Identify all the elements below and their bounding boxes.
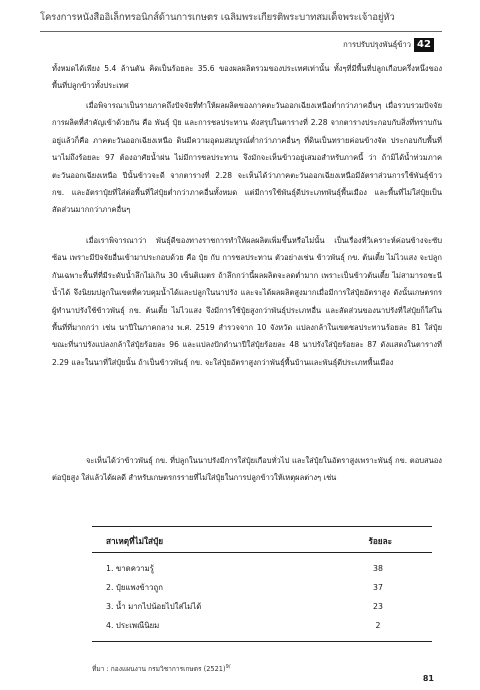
row-reason: 3. น้ำ มากไปน้อยไปใส่ไม่ได้ (106, 601, 202, 611)
table-row (92, 597, 432, 616)
row-percent: 37 (373, 583, 383, 592)
row-percent: 23 (373, 602, 383, 611)
paragraph-2: เมื่อพิจารณาเป็นรายภาคถึงปัจจัยที่ทำให้ผลผลิตของภาคตะวันออกเฉียงเหนือต่ำกว่าภาคอื่นๆ เมื่อรวบรวมปัจจัยการผลิตที่สำคัญเข้าด้วยกัน คือ พันธุ์ ปุ๋ย และการชลประทาน ดังสรุปในตารางที่ 2.28 จากตารางประกอบกับสิ่งที่ทราบกันอยู่แล้วก็คือ ภาคตะวันออกเฉียงเหนือ ดินมีความอุดมสมบูรณ์ต่ำกว่าภาคอื่นๆ ที่ดินเป็นทรายค่อนข้างจัด ประกอบกับพื้นที่นาไม่ถึงร้อยละ 97 ต้องอาศัยน้ำฝน ไม่มีการชลประทาน จึงมักจะเห็นข้าวอยู่เสมอสำหรับภาคนี้ ว่า ถ้ามิได้น้ำท่วมภาคตะวันออกเฉียงเหนือ ปีนั้นข้าวจะดี จากตารางที่ 2.28 จะเห็นได้ว่าภาคตะวันออกเฉียงเหนือมีอัตราส่วนการใช้พันธุ์ข้าว กข. และอัตราปุ๋ยที่ใส่ต่อพื้นที่ใส่ปุ๋ยต่ำกว่าภาคอื่นทั้งหมด แต่มีการใช้พันธุ์ดีประเภทพันธุ์พื้นเมือง และพื้นที่ไม่ใส่ปุ๋ยเป็นสัดส่วนมากกว่าภาคอื่นๆ (52, 101, 442, 215)
source-text: ที่มา : กองแผนงาน กรมวิชาการเกษตร (2521) (92, 665, 226, 673)
row-reason: 4. ประเพณีนิยม (106, 620, 160, 630)
chapter-title: การปรับปรุงพันธุ์ข้าว (343, 40, 411, 49)
table-body (92, 553, 432, 641)
series-header: โครงการหนังสืออิเล็กทรอนิกส์ด้านการเกษตร เฉลิมพระเกียรติพระบาทสมเด็จพระเจ้าอยู่หัว (40, 12, 395, 23)
reasons-table (92, 526, 432, 642)
table-row (92, 559, 432, 578)
row-percent: 2 (375, 621, 381, 630)
table-header (92, 527, 432, 553)
header-reason: สาเหตุที่ไม่ใส่ปุ๋ย (106, 536, 164, 546)
header-percent: ร้อยละ (368, 536, 392, 546)
page-number: 81 (422, 674, 434, 683)
row-reason: 2. ปุ๋ยแพงข้าวถูก (106, 582, 163, 592)
chapter-header (343, 38, 434, 52)
paragraph-4: จะเห็นได้ว่าข้าวพันธุ์ กข. ที่ปลูกในนาปรังมีการใส่ปุ๋ยเกือบทั่วไป และใส่ปุ๋ยในอัตราสูงเพราะพันธุ์ กข. ตอบสนองต่อปุ๋ยสูง ใส่แล้วได้ผลดี สำหรับเกษตรกรรายที่ไม่ใส่ปุ๋ยในการปลูกข้าวให้เหตุผลต่างๆ เช่น (52, 456, 442, 483)
paragraph-3: เมื่อเราพิจารณาว่า พันธุ์ดีของทางราชการทำให้ผลผลิตเพิ่มขึ้นหรือไม่นั้น เป็นเรื่องที่วิเคราะห์ค่อนข้างจะซับซ้อน เพราะมีปัจจัยอื่นเข้ามาประกอบด้วย คือ ปุ๋ย กับ การชลประทาน ตัวอย่างเช่น ข้าวพันธุ์ กข. ต้นเตี้ย ไม่ไวแสง จะปลูกกันเฉพาะพื้นที่ที่มีระดับน้ำลึกไม่เกิน 30 เซ็นติเมตร ถ้าลึกกว่านี้ผลผลิตจะลดต่ำมาก เพราะเป็นข้าวต้นเตี้ย ไม่สามารถชะนีน้ำได้ จึงนิยมปลูกในเขตที่ควบคุมน้ำได้และปลูกในนาปรัง และจะได้ผลผลิตสูงมากเมื่อมีการใส่ปุ๋ยอัตราสูง ดังนั้นเกษตรกรผู้ทำนาปรังใช้ข้าวพันธุ์ กข. ต้นเตี้ย ไม่ไวแสง จึงมีการใช้ปุ๋ยสูงกว่าพันธุ์ประเภทอื่น และสัดส่วนของนาปรังที่ใส่ปุ๋ยก็ใส่ในพื้นที่ที่มากกว่า เช่น นาปีในภาคกลาง พ.ศ. 2519 สำรวจจาก 10 จังหวัด แปลงกล้าในเขตชลประทานร้อยละ 81 ใส่ปุ๋ย ขณะที่นาปรังแปลงกล้าใส่ปุ๋ยร้อยละ 96 และแปลงปักดำนาปีใส่ปุ๋ยร้อยละ 48 นาปรังใส่ปุ๋ยร้อยละ 87 ดังแสดงในตารางที่ 2.29 และในนาที่ใส่ปุ๋ยนั้น ถ้าเป็นข้าวพันธุ์ กข. จะใส่ปุ๋ยอัตราสูงกว่าพันธุ์พื้นบ้านและพันธุ์ดีประเภทพื้นเมือง (52, 236, 442, 367)
chapter-number-badge: 42 (414, 38, 434, 52)
source-ref: 9/ (225, 663, 231, 670)
table-row (92, 578, 432, 597)
table-source (92, 663, 230, 674)
row-reason: 1. ขาดความรู้ (106, 563, 154, 573)
table-row (92, 616, 432, 635)
row-percent: 38 (373, 564, 383, 573)
header-divider (40, 31, 442, 32)
paragraph-1: ทั้งหมดได้เพียง 5.4 ล้านตัน คิดเป็นร้อยละ 35.6 ของผลผลิตรวมของประเทศเท่านั้น ทั้งๆที่มีพื้นที่ปลูกเกือบครึ่งหนึ่งของพื้นที่ปลูกข้าวทั้งประเทศ (52, 64, 442, 91)
